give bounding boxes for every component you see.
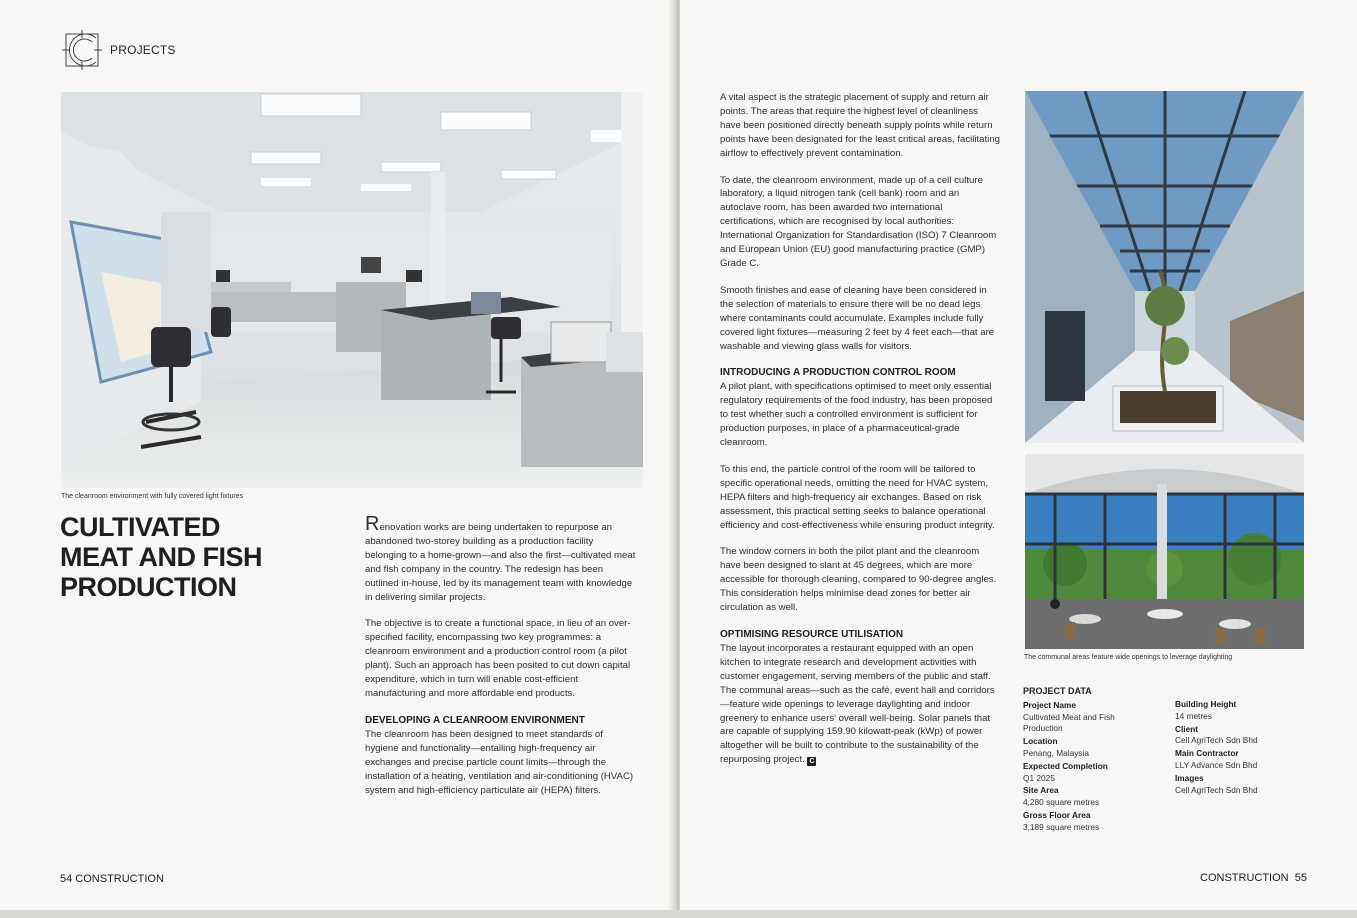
project-data-label: Gross Floor Area [1023,809,1091,820]
project-data-item [1175,699,1305,723]
body-paragraph: To date, the cleanroom environment, made up of a cell culture laboratory, a liquid nitrogen tank (cell bank) room and an autoclave room, has been awarded two international certifications, which are recognised by local authorities: International Organization for Standardisation (ISO) 7 Cleanroom and European Union (EU) good manufacturing practice (GMP) Grade C. [720,174,997,269]
intro-paragraph [365,513,637,604]
left-body-column [365,513,637,810]
project-data-item [1023,810,1153,834]
communal-area-photo [1025,454,1304,649]
body-paragraph: The cleanroom has been designed to meet standards of hygiene and functionality—entailing high-frequency air exchanges and precise particle count limits—through the installation of a heating, ventilation and air-conditioning (HVAC) system and high-efficiency particulate air (HEPA) filters. [365,728,634,796]
project-data-label: Project Name [1023,699,1077,710]
project-data-item [1175,748,1305,772]
folio-label: CONSTRUCTION [1200,872,1289,884]
cleanroom-photo [61,92,643,488]
intro-text: enovation works are being undertaken to repurpose an abandoned two-storey building as a production facility belonging to a home-grown—and also the first—cultivated meat and fish company in the country. The redesign has been outlined in-house, led by its management team with knowledge in delivering similar projects. [365,522,636,603]
article-title [60,512,350,602]
project-data-value: Penang, Malaysia [1023,747,1089,758]
section-label: PROJECTS [110,43,176,57]
drop-cap: R [365,513,380,535]
body-paragraph: A pilot plant, with specifications optimised to meet only essential regulatory requirements of the food industry, has been proposed to test whether such a controlled environment is sufficient for production purposes, in place of a pharmaceutical-grade cleanroom. [720,381,993,449]
project-data-label: Site Area [1023,785,1059,796]
project-data-item [1023,700,1153,735]
project-data-right [1175,699,1305,797]
project-data-value: Cell AgriTech Sdn Bhd [1175,735,1258,746]
title-line: CULTIVATED [60,512,220,542]
page-folio-left: 54 CONSTRUCTION [60,873,164,885]
body-paragraph [720,642,1000,767]
body-paragraph: To this end, the particle control of the room will be tailored to specific operational needs, omitting the need for HVAC system, HEPA filters and high-frequency air exchanges. Based on risk assessment, this practical setting seeks to balance operational efficiency and cost-effectiveness while ensuring product integrity. [720,463,995,531]
project-data-item [1023,736,1153,760]
project-data-label: Client [1175,723,1199,734]
project-data-heading: PROJECT DATA [1023,686,1092,696]
project-data-item [1023,761,1153,785]
project-data-value: 14 metres [1175,710,1212,721]
construction-logo-icon [60,28,104,72]
project-data-item [1175,724,1305,748]
communal-photo-caption: The communal areas feature wide openings to leverage daylighting [1024,654,1233,661]
project-data-label: Expected Completion [1023,760,1108,771]
project-data-value: LLY Advance Sdn Bhd [1175,759,1258,770]
project-data-value: 3,189 square metres [1023,821,1100,832]
cleanroom-photo-caption: The cleanroom environment with fully covered light fixtures [61,493,244,500]
body-paragraph: The objective is to create a functional space, in lieu of an over-specified facility, encompassing two key programmes: a cleanroom environment and a production control room (a pilot plant). Such an approach has been posited to cut down capital expenditure, which in turn will enable cost-efficient manufacturing and more affordable end products. [365,618,631,699]
project-data-label: Building Height [1175,699,1237,709]
page-folio-right [1200,872,1307,884]
project-data-left [1023,686,1153,835]
project-data-value: Cell AgriTech Sdn Bhd [1175,784,1258,795]
section-heading: INTRODUCING A PRODUCTION CONTROL ROOM [720,367,956,379]
body-paragraph: Smooth finishes and ease of cleaning have been considered in the selection of materials to ensure there will be no dead legs where contaminants could accumulate. Examples include fully covered light fixtures—measuring 2 feet by 4 feet each—that are washable and viewing glass walls for visitors. [720,284,995,352]
project-data-label: Location [1023,736,1058,747]
title-line: MEAT AND FISH [60,542,262,572]
corridor-photo [1025,91,1304,443]
project-data-label: Images [1175,772,1204,783]
project-data-item [1175,773,1305,797]
right-page [680,0,1357,910]
project-data-value: 4,280 square metres [1023,797,1100,808]
project-data-value: Q1 2025 [1023,772,1055,783]
folio-number: 55 [1294,872,1307,884]
closing-text: The layout incorporates a restaurant equipped with an open kitchen to integrate research and development activities with customer engagement, serving members of the public and staff. The communal areas—such as the café, event hall and corridors—feature wide openings to leverage daylighting and indoor greenery to enhance users' overall well-being. Solar panels that are capable of supplying 159.90 kilowatt-peak (kWp) of power altogether will be built to contribute to the sustainability of the repurposing project. [720,643,995,766]
project-data-value: Cultivated Meat and Fish Production [1023,711,1115,734]
title-line: PRODUCTION [60,572,237,602]
section-heading: OPTIMISING RESOURCE UTILISATION [720,629,904,640]
left-page [0,0,676,910]
body-paragraph: The window corners in both the pilot plant and the cleanroom have been designed to slant at 45 degrees, which are more accessible for thorough cleaning, compared to 90-degree angles. This consideration helps minimise dead zones for better air circulation as well. [720,546,997,614]
section-heading: DEVELOPING A CLEANROOM ENVIRONMENT [365,714,585,726]
end-mark-icon: C [809,758,815,766]
body-paragraph: A vital aspect is the strategic placement of supply and return air points. The areas that require the highest level of cleanliness have been positioned directly beneath supply points while return points have been designated for the least critical areas, facilitating airflow to effectively prevent contamination. [720,92,1000,159]
project-data-item [1023,785,1153,809]
project-data-label: Main Contractor [1175,748,1239,759]
right-body-column [720,91,1000,780]
